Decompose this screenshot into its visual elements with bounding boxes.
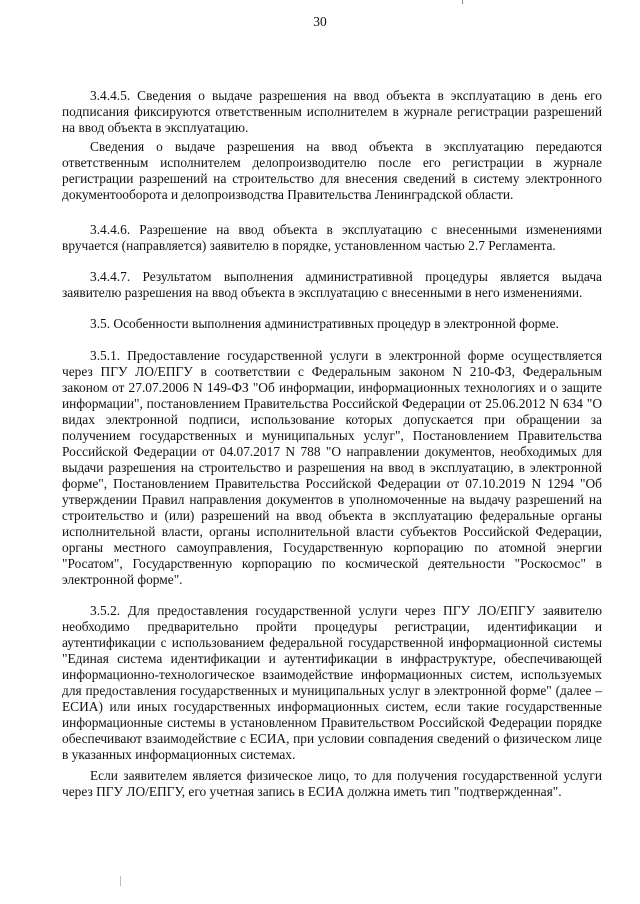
paragraph-registration-details: Сведения о выдаче разрешения на ввод объекта в эксплуатацию передаются ответственным исполнителем делопроизводителю после его регистрации в журнале регистрации разрешений на строительство для внесения сведений в систему электронного документооборота и делопроизводства Правительства Ленинградской области. <box>62 139 602 202</box>
paragraph-3-4-4-7: 3.4.4.7. Результатом выполнения административной процедуры является выдача заявителю разрешения на ввод объекта в эксплуатацию с внесенными в него изменениями. <box>62 269 602 300</box>
section-heading-3-5: 3.5. Особенности выполнения административных процедур в электронной форме. <box>90 316 559 331</box>
paragraph-individual-applicant: Если заявителем является физическое лицо, то для получения государственной услуги через ПГУ ЛО/ЕПГУ, его учетная запись в ЕСИА должна иметь тип "подтвержденная". <box>62 768 602 799</box>
paragraph-3-4-4-5: 3.4.4.5. Сведения о выдаче разрешения на ввод объекта в эксплуатацию в день его подписания фиксируются ответственным исполнителем в журнале регистрации разрешений на ввод объекта в эксплуатацию. <box>62 88 602 135</box>
paragraph-3-5-1: 3.5.1. Предоставление государственной услуги в электронной форме осуществляется через ПГУ ЛО/ЕПГУ в соответствии с Федеральным законом N 210-ФЗ, Федеральным законом от 27.07.2006 N 149-ФЗ "Об информации, информационных технологиях и о защите информации", постановлением Правительства Российской Федерации от 25.06.2012 N 634 "О видах электронной подписи, использование которых допускается при обращении за получением государственных и муниципальных услуг", Постановлением Правительства Российской Федерации от 04.07.2017 N 788 "О направлении документов, необходимых для выдачи разрешения на строительство и разрешения на ввод в эксплуатацию, в электронной форме", Постановлением Правительства Российской Федерации от 07.10.2019 N 1294 "Об утверждении Правил направления документов в уполномоченные на выдачу разрешений на строительство и (или) разрешений на ввод объекта в эксплуатацию федеральные органы исполнительной власти, органы исполнительной власти субъектов Российской Федерации, органы местного самоуправления, Государственную корпорацию по атомной энергии "Росатом", Государственную корпорацию по космической деятельности "Роскосмос" в электронной форме". <box>62 348 602 587</box>
scan-mark <box>462 0 463 4</box>
page-number: 30 <box>313 14 327 29</box>
scan-speck <box>120 876 121 886</box>
paragraph-3-5-2: 3.5.2. Для предоставления государственной услуги через ПГУ ЛО/ЕПГУ заявителю необходимо предварительно пройти процедуры регистрации, идентификации и аутентификации с использованием федеральной государственной информационной системы "Единая система идентификации и аутентификации в инфраструктуре, обеспечивающей информационно-технологическое взаимодействие информационных систем, используемых для предоставления государственных и муниципальных услуг в электронной форме" (далее – ЕСИА) или иных государственных информационных систем, если такие государственные информационные системы в установленном Правительством Российской Федерации порядке обеспечивают взаимодействие с ЕСИА, при условии совпадения сведений о физическом лице в указанных информационных системах. <box>62 603 602 762</box>
paragraph-3-4-4-6: 3.4.4.6. Разрешение на ввод объекта в эксплуатацию с внесенными изменениями вручается (направляется) заявителю в порядке, установленном частью 2.7 Регламента. <box>62 222 602 253</box>
